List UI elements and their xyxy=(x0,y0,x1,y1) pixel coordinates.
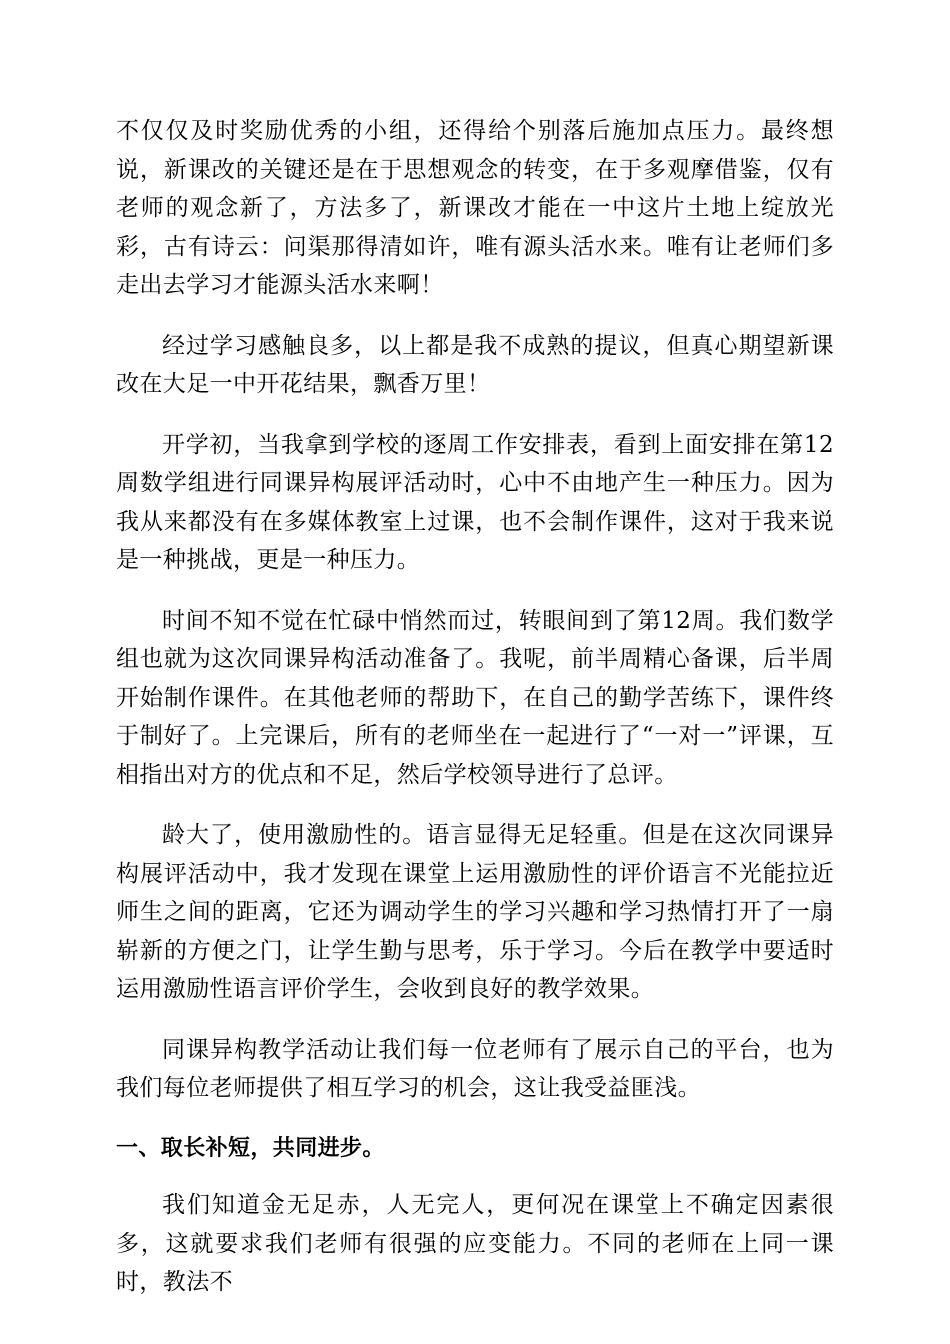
paragraph-6: 同课异构教学活动让我们每一位老师有了展示自己的平台，也为我们每位老师提供了相互学习的机会，这让我受益匪浅。 xyxy=(116,1036,834,1101)
document-body xyxy=(116,112,834,1324)
paragraph-2: 经过学习感触良多，以上都是我不成熟的提议，但真心期望新课改在大足一中开花结果，飘香万里！ xyxy=(116,332,834,397)
paragraph-1: 不仅仅及时奖励优秀的小组，还得给个别落后施加点压力。最终想说，新课改的关键还是在于思想观念的转变，在于多观摩借鉴，仅有老师的观念新了，方法多了，新课改才能在一中这片土地上绽放光彩，古有诗云：问渠那得清如许，唯有源头活水来。唯有让老师们多走出去学习才能源头活水来啊！ xyxy=(116,118,834,298)
paragraph-7: 我们知道金无足赤，人无完人，更何况在课堂上不确定因素很多，这就要求我们老师有很强的应变能力。不同的老师在上同一课时，教法不 xyxy=(116,1192,834,1295)
paragraph-4: 时间不知不觉在忙碌中悄然而过，转眼间到了第12周。我们数学组也就为这次同课异构活动准备了。我呢，前半周精心备课，后半周开始制作课件。在其他老师的帮助下，在自己的勤学苦练下，课件终于制好了。上完课后，所有的老师坐在一起进行了“一对一”评课，互相指出对方的优点和不足，然后学校领导进行了总评。 xyxy=(116,607,834,788)
paragraph-5: 龄大了，使用激励性的。语言显得无足轻重。但是在这次同课异构展评活动中，我才发现在课堂上运用激励性的评价语言不光能拉近师生之间的距离，它还为调动学生的学习兴趣和学习热情打开了一扇崭新的方便之门，让学生勤与思考，乐于学习。今后在教学中要适时运用激励性语言评价学生，会收到良好的教学效果。 xyxy=(116,822,834,1002)
paragraph-3: 开学初，当我拿到学校的逐周工作安排表，看到上面安排在第12周数学组进行同课异构展评活动时，心中不由地产生一种压力。因为我从来都没有在多媒体教室上过课，也不会制作课件，这对于我来说是一种挑战，更是一种压力。 xyxy=(116,431,834,573)
section-heading: 一、取长补短，共同进步。 xyxy=(116,1135,385,1161)
